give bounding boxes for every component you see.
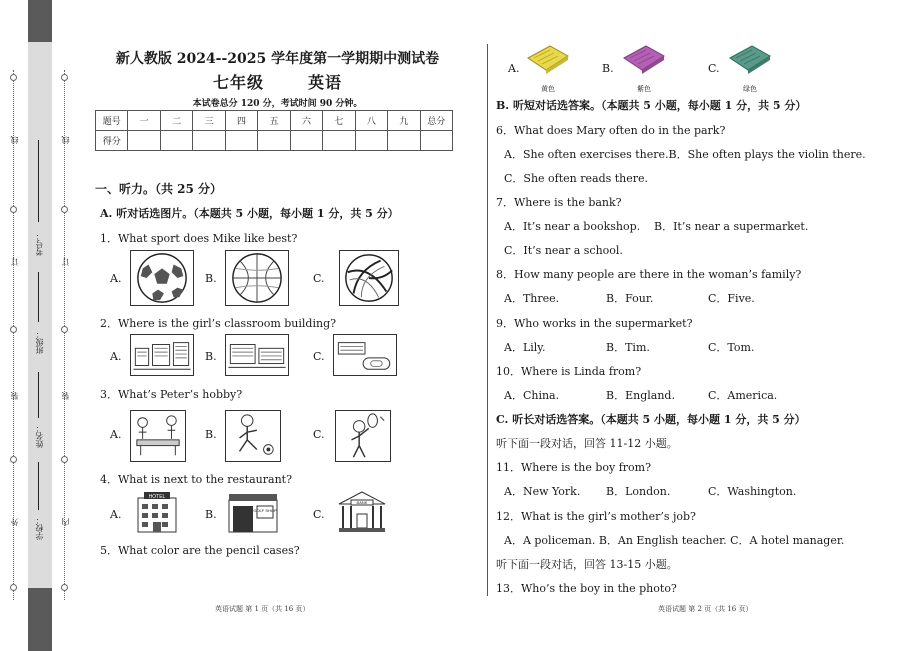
question-6: 6．What does Mary often do in the park? xyxy=(496,124,726,137)
q5-option-c-color: 绿色 xyxy=(743,85,757,93)
binding-label-xian: 线 xyxy=(10,136,19,144)
section-c-heading: C. 听长对话选答案。（本题共 5 小题，每小题 1 分，共 5 分） xyxy=(496,413,806,426)
q5-option-a-yellow-case[interactable] xyxy=(526,44,570,93)
score-cell[interactable] xyxy=(290,131,322,151)
q11-option-c[interactable]: C．Washington. xyxy=(708,485,797,498)
score-header-cell: 八 xyxy=(355,111,387,131)
q2-option-c-label: C. xyxy=(313,350,325,363)
q5-option-b-label: B. xyxy=(602,62,614,75)
q3-option-a-label: A. xyxy=(110,428,122,441)
binding-ring xyxy=(10,326,17,333)
q9-option-c[interactable]: C．Tom. xyxy=(708,341,755,354)
score-cell[interactable] xyxy=(225,131,257,151)
shop-sign: GOLF SHOP xyxy=(253,508,277,513)
question-11: 11．Where is the boy from? xyxy=(496,461,651,474)
score-table-score-row xyxy=(96,131,453,151)
score-cell[interactable] xyxy=(128,131,160,151)
section-c-intro-1: 听下面一段对话，回答 11-12 小题。 xyxy=(496,437,678,450)
binding-ring xyxy=(10,74,17,81)
q1-option-c-volleyball[interactable] xyxy=(339,250,399,306)
q1-option-a-soccer-ball[interactable] xyxy=(130,250,194,306)
q3-option-c-label: C. xyxy=(313,428,325,441)
page-1-footer: 英语试题 第 1 页（共 16 页） xyxy=(215,605,310,613)
q5-option-a-label: A. xyxy=(508,62,520,75)
binding-label-zhuang: 装 xyxy=(10,392,19,400)
exam-subtitle xyxy=(95,70,460,93)
q4-option-a-label: A. xyxy=(110,508,122,521)
binding-strip-top xyxy=(28,0,52,42)
q4-option-c-bank[interactable] xyxy=(335,490,389,534)
binding-ring xyxy=(61,206,68,213)
exam-number-label: 考号： xyxy=(35,232,44,256)
q8-option-c[interactable]: C．Five. xyxy=(708,292,755,305)
q2-option-c-building-map[interactable] xyxy=(333,334,397,376)
binding-ring xyxy=(61,456,68,463)
binding-ring xyxy=(10,584,17,591)
question-13: 13．Who’s the boy in the photo? xyxy=(496,582,677,595)
q2-option-a-label: A. xyxy=(110,350,122,363)
q1-option-c-label: C. xyxy=(313,272,325,285)
q1-option-a-label: A. xyxy=(110,272,122,285)
binding-label-xian-inner: 线 xyxy=(61,136,70,144)
q12-options[interactable]: A．A policeman. B．An English teacher. C．A hotel manager. xyxy=(504,534,845,547)
binding-label-zhuang-inner: 装 xyxy=(61,392,70,400)
grade-label: 七年级 xyxy=(212,73,264,92)
q4-option-b-golf-shop[interactable] xyxy=(225,490,281,534)
section-c-intro-2: 听下面一段对话，回答 13-15 小题。 xyxy=(496,558,678,571)
binding-ring xyxy=(61,326,68,333)
question-12: 12．What is the girl’s mother’s job? xyxy=(496,510,696,523)
q3-option-b-label: B. xyxy=(205,428,217,441)
score-cell[interactable] xyxy=(420,131,452,151)
q4-option-b-label: B. xyxy=(205,508,217,521)
q2-option-a-building-map[interactable] xyxy=(130,334,194,376)
exam-number-field[interactable] xyxy=(38,140,39,222)
page-divider xyxy=(487,44,488,596)
q5-option-c-green-case[interactable] xyxy=(728,44,772,93)
subject-label: 英语 xyxy=(308,73,343,92)
section-b-heading: B. 听短对话选答案。（本题共 5 小题，每小题 1 分，共 5 分） xyxy=(496,99,807,112)
binding-label-wai: 外 xyxy=(10,518,19,526)
score-header-cell: 题号 xyxy=(96,111,128,131)
q6-options-ab[interactable]: A．She often exercises there.B．She often plays the violin there. xyxy=(504,148,866,161)
binding-ring xyxy=(10,456,17,463)
name-field[interactable] xyxy=(38,372,39,418)
hotel-sign: HOTEL xyxy=(148,494,166,500)
q5-option-a-color: 黄色 xyxy=(541,85,555,93)
q2-option-b-building-map[interactable] xyxy=(225,334,289,376)
q3-option-b-soccer[interactable] xyxy=(225,410,281,462)
q11-option-a[interactable]: A．New York. xyxy=(504,485,581,498)
question-5: 5．What color are the pencil cases? xyxy=(100,544,300,557)
q3-option-c-badminton[interactable] xyxy=(335,410,391,462)
question-10: 10．Where is Linda from? xyxy=(496,365,642,378)
q7-option-c[interactable]: C．It’s near a school. xyxy=(504,244,623,257)
binding-ring xyxy=(61,74,68,81)
score-cell[interactable] xyxy=(355,131,387,151)
name-label: 姓名： xyxy=(35,424,44,448)
score-header-cell: 九 xyxy=(388,111,420,131)
q3-option-a-ping-pong[interactable] xyxy=(130,410,186,462)
question-2: 2．Where is the girl’s classroom building? xyxy=(100,317,337,330)
part1-heading: 一、听力。（共 25 分） xyxy=(95,182,223,196)
q5-option-b-color: 紫色 xyxy=(637,85,651,93)
binding-strip xyxy=(28,42,52,588)
score-header-cell: 三 xyxy=(193,111,225,131)
score-header-cell: 二 xyxy=(160,111,192,131)
score-header-cell: 四 xyxy=(225,111,257,131)
q5-option-c-label: C. xyxy=(708,62,720,75)
binding-strip-bottom xyxy=(28,588,52,651)
q10-option-c[interactable]: C．America. xyxy=(708,389,778,402)
binding-ring xyxy=(10,206,17,213)
bank-sign: BANK xyxy=(356,500,368,505)
q8-option-a[interactable]: A．Three. xyxy=(504,292,560,305)
q2-option-b-label: B. xyxy=(205,350,217,363)
score-header-cell: 六 xyxy=(290,111,322,131)
q8-option-b[interactable]: B．Four. xyxy=(606,292,654,305)
score-cell[interactable] xyxy=(323,131,355,151)
q1-option-b-basketball[interactable] xyxy=(225,250,289,306)
score-header-cell: 七 xyxy=(323,111,355,131)
q10-option-b[interactable]: B．England. xyxy=(606,389,675,402)
q5-option-b-purple-case[interactable] xyxy=(622,44,666,93)
school-field[interactable] xyxy=(38,462,39,510)
binding-ring xyxy=(61,584,68,591)
q7-option-a[interactable]: A．It’s near a bookshop. xyxy=(504,220,641,233)
question-3: 3．What’s Peter’s hobby? xyxy=(100,388,243,401)
section-a-heading: A. 听对话选图片。（本题共 5 小题，每小题 1 分，共 5 分） xyxy=(100,207,399,220)
score-header-cell: 一 xyxy=(128,111,160,131)
class-label: 班级： xyxy=(35,330,44,354)
exam-note: 本试卷总分 120 分，考试时间 90 分钟。 xyxy=(192,99,363,109)
question-4: 4．What is next to the restaurant? xyxy=(100,473,292,486)
binding-label-ding-inner: 订 xyxy=(61,258,70,266)
binding-label-ding: 订 xyxy=(10,258,19,266)
score-header-cell: 总分 xyxy=(420,111,452,131)
q9-option-a[interactable]: A．Lily. xyxy=(504,341,546,354)
score-table-header-row xyxy=(96,111,453,131)
class-field[interactable] xyxy=(38,272,39,322)
q10-option-a[interactable]: A．China. xyxy=(504,389,560,402)
q4-option-c-label: C. xyxy=(313,508,325,521)
score-header-cell: 五 xyxy=(258,111,290,131)
question-7: 7．Where is the bank? xyxy=(496,196,622,209)
score-cell[interactable] xyxy=(160,131,192,151)
school-label: 学校： xyxy=(35,516,44,540)
score-cell[interactable] xyxy=(258,131,290,151)
q4-option-a-hotel[interactable] xyxy=(130,490,184,534)
question-9: 9．Who works in the supermarket? xyxy=(496,317,693,330)
q6-option-c[interactable]: C．She often reads there. xyxy=(504,172,649,185)
score-table xyxy=(95,110,453,151)
q9-option-b[interactable]: B．Tim. xyxy=(606,341,650,354)
score-row-label: 得分 xyxy=(96,131,128,151)
question-8: 8．How many people are there in the woman’s family? xyxy=(496,268,802,281)
q11-option-b[interactable]: B．London. xyxy=(606,485,671,498)
exam-title: 新人教版 2024--2025 学年度第一学期期中测试卷 xyxy=(115,51,440,67)
score-cell[interactable] xyxy=(388,131,420,151)
q1-option-b-label: B. xyxy=(205,272,217,285)
q7-option-b[interactable]: B．It’s near a supermarket. xyxy=(654,220,809,233)
binding-label-nei: 内 xyxy=(61,518,70,526)
score-cell[interactable] xyxy=(193,131,225,151)
question-1: 1．What sport does Mike like best? xyxy=(100,232,298,245)
page-2-footer: 英语试题 第 2 页（共 16 页） xyxy=(658,605,753,613)
